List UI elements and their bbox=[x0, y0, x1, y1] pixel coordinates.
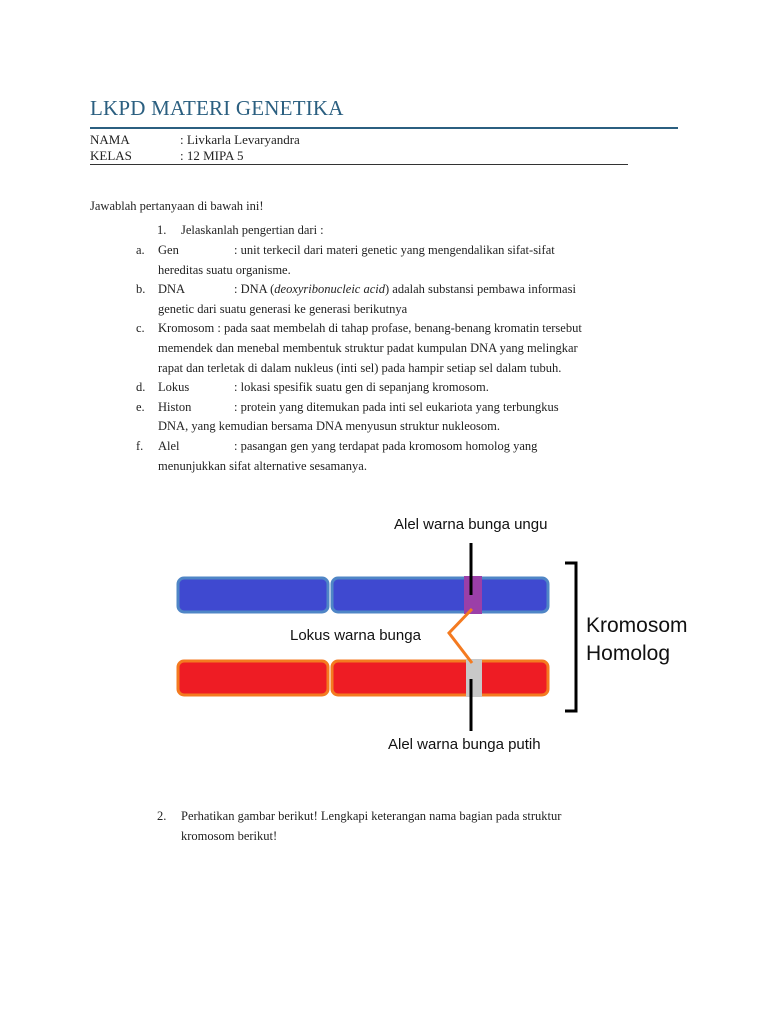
white-allele-band bbox=[466, 659, 482, 697]
blue-chromatid-left bbox=[178, 578, 328, 612]
item-def: : protein yang ditemukan pada inti sel eukariota yang terbungkus bbox=[234, 399, 559, 414]
list-item bbox=[136, 319, 636, 378]
item-def-cont: menunjukkan sifat alternative sesamanya. bbox=[158, 458, 367, 473]
instruction-text: Jawablah pertanyaan di bawah ini! bbox=[90, 199, 264, 213]
homologous-chromosome-figure bbox=[170, 505, 710, 765]
item-def: ) adalah substansi pembawa informasi bbox=[385, 282, 576, 297]
question-text: kromosom berikut! bbox=[181, 828, 278, 843]
label-homolog: Homolog bbox=[586, 642, 671, 665]
purple-allele-band bbox=[464, 576, 482, 614]
item-marker: a. bbox=[136, 243, 145, 257]
item-marker: f. bbox=[136, 438, 144, 453]
list-item bbox=[136, 437, 636, 476]
definition-list bbox=[136, 241, 636, 476]
meta-underline bbox=[90, 164, 628, 165]
item-term: Histon bbox=[158, 399, 192, 414]
list-item bbox=[136, 241, 636, 280]
item-marker: e. bbox=[136, 399, 145, 414]
list-item bbox=[136, 398, 636, 437]
page-title: LKPD MATERI GENETIKA bbox=[90, 96, 344, 120]
question-1 bbox=[157, 221, 324, 241]
item-def: : DNA ( bbox=[234, 282, 275, 297]
item-marker: c. bbox=[136, 321, 145, 336]
item-term: Alel bbox=[158, 438, 180, 453]
meta-label: KELAS bbox=[90, 148, 132, 163]
item-term: Kromosom bbox=[158, 321, 215, 336]
bracket bbox=[565, 563, 576, 711]
item-term: Lokus bbox=[158, 380, 190, 395]
question-2 bbox=[157, 807, 627, 846]
meta-value: : Livkarla Levaryandra bbox=[180, 132, 300, 147]
locus-pointer bbox=[449, 609, 472, 663]
item-def: : pasangan gen yang terdapat pada kromosom homolog yang bbox=[234, 438, 538, 453]
item-def: : unit terkecil dari materi genetic yang mengendalikan sifat-sifat bbox=[234, 243, 555, 257]
meta-value: : 12 MIPA 5 bbox=[180, 148, 244, 163]
meta-label: NAMA bbox=[90, 132, 130, 147]
item-def-cont: genetic dari suatu generasi ke generasi berikutnya bbox=[158, 301, 408, 316]
item-def-cont: rapat dan terletak di dalam nukleus (inti sel) pada hampir setiap sel dalam tubuh. bbox=[158, 360, 562, 375]
question-text: Perhatikan gambar berikut! Lengkapi keterangan nama bagian pada struktur bbox=[181, 809, 562, 823]
title-underline bbox=[90, 127, 678, 129]
list-item bbox=[136, 280, 636, 319]
label-locus: Lokus warna bunga bbox=[290, 627, 421, 644]
item-term: DNA bbox=[158, 282, 186, 297]
item-def-italic: deoxyribonucleic acid bbox=[274, 282, 385, 297]
question-number: 2. bbox=[157, 809, 167, 823]
label-allele-purple: Alel warna bunga ungu bbox=[394, 516, 548, 533]
list-item bbox=[136, 378, 636, 398]
label-allele-white: Alel warna bunga putih bbox=[388, 736, 541, 753]
item-term: Gen bbox=[158, 243, 179, 257]
red-chromatid-right bbox=[332, 661, 548, 695]
item-def: : lokasi spesifik suatu gen di sepanjang kromosom. bbox=[234, 380, 489, 395]
item-def-cont: DNA, yang kemudian bersama DNA menyusun struktur nukleosom. bbox=[158, 419, 500, 434]
question-text: Jelaskanlah pengertian dari : bbox=[181, 223, 324, 237]
question-number: 1. bbox=[157, 223, 167, 237]
red-chromatid-left bbox=[178, 661, 328, 695]
item-def-cont: hereditas suatu organisme. bbox=[158, 262, 291, 277]
label-kromosom: Kromosom bbox=[586, 614, 688, 637]
item-def: : pada saat membelah di tahap profase, benang-benang kromatin tersebut bbox=[217, 321, 582, 336]
item-def-cont: memendek dan menebal membentuk struktur padat kumpulan DNA yang melingkar bbox=[158, 340, 578, 355]
blue-chromatid-right bbox=[332, 578, 548, 612]
item-marker: b. bbox=[136, 282, 146, 297]
item-marker: d. bbox=[136, 380, 146, 395]
